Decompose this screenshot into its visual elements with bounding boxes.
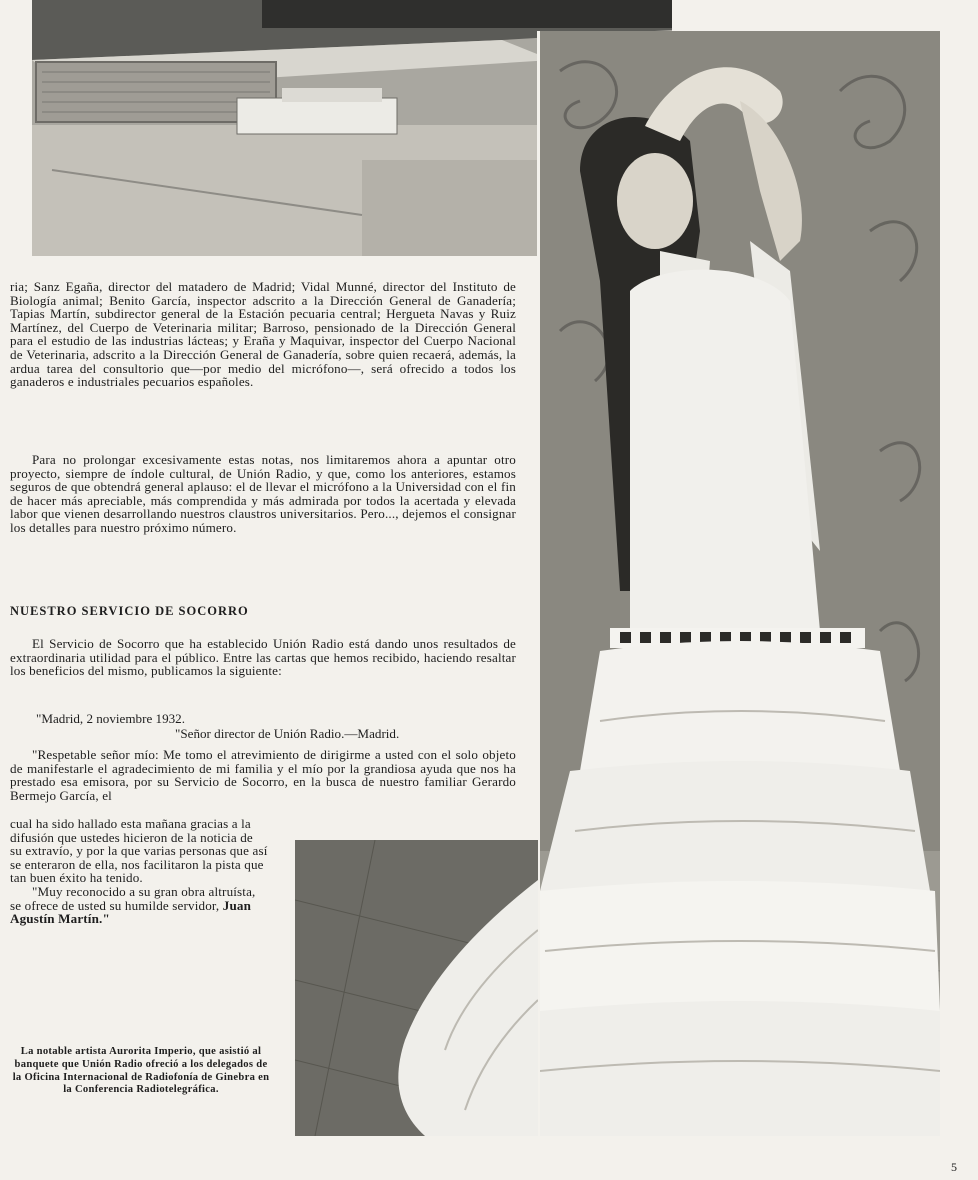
letter-signature: Juan Agustín Martín." — [10, 897, 252, 927]
article-paragraph-text: ria; Sanz Egaña, director del matadero de Madrid; Vidal Munné, director del Instituto de Biología animal; Benito García, inspector adscrito a la Dirección General de Ganadería; Tapias Martín, subdirector general de la Estación pecuaria central; Hergueta Navas y Ruiz Martínez, del Cuerpo de Veterinaria militar; Barroso, pensionado de la Dirección General para el estudio de las industrias lácteas; y Eraña y Maquivar, inspector del Cuerpo Nacional de Veterinaria, adscrito a la Dirección General de Ganadería, sobre quien recaerá, además, la ardua tarea del consultorio que—por medio del micrófono—, será ofrecido a todos los ganaderos e industriales pecuarios españoles. — [10, 279, 516, 390]
letter-body-text: "Respetable señor mío: Me tomo el atrevimiento de dirigirme a usted con el solo objeto de manifestarle el agradecimiento de mi familia y el mío por la grandiosa ayuda que nos ha prestado esa emisora, por su Servicio de Socorro, en la busca de nuestro familiar Gerardo Bermejo García, el — [10, 747, 516, 803]
letter-closing: "Muy reconocido a su gran obra altruísta, se ofrece de usted su humilde servidor, — [10, 883, 256, 913]
dancer-photo-illustration — [540, 31, 940, 1136]
letter-body-text: cual ha sido hallado esta mañana gracias a la difusión que ustedes hicieron de la noticia de su extravío, y por la que varias personas que así se enteraron de ella, nos facilitaron la pista que tan buen éxito ha tenido. — [10, 816, 268, 886]
letter-date: "Madrid, 2 noviembre 1932. — [36, 711, 185, 726]
dancer-photo — [537, 31, 940, 1136]
article-paragraph — [10, 453, 516, 535]
article-paragraph-text: El Servicio de Socorro que ha establecido Unión Radio está dando unos resultados de extraordinaria utilidad para el público. Entre las cartas que hemos recibido, haciendo resaltar los beneficios del mismo, publicamos la siguiente: — [10, 636, 516, 679]
letter-body — [10, 748, 516, 802]
article-paragraph — [10, 280, 516, 389]
letter-recipient: "Señor director de Unión Radio.—Madrid. — [175, 726, 400, 741]
page-number: 5 — [951, 1160, 957, 1174]
article-paragraph-text: Para no prolongar excesivamente estas notas, nos limitaremos ahora a apuntar otro proyecto, siempre de índole cultural, de Unión Radio, y que, como los anteriores, estamos seguros de que obtendrá general aplauso: el de llevar el micrófono a la Universidad con el fin de hacer más apreciable, más comprendida y más admirada por todos la acertada y elevada labor que vienen desarrollando nuestros claustros universitarios. Pero..., dejemos el consignar los detalles para nuestro próximo número. — [10, 452, 516, 535]
article-paragraph — [10, 637, 516, 678]
letter-body-continued — [10, 817, 268, 926]
photo-caption: La notable artista Aurorita Imperio, que asistió al banquete que Unión Radio ofreció a los delegados de la Oficina Internacional de Radiofonía de Ginebra en la Conferencia Radiotelegráfica. — [12, 1046, 270, 1096]
dancer-photo-lower — [295, 840, 538, 1136]
dancer-photo-lower-illustration — [295, 840, 538, 1136]
section-heading: NUESTRO SERVICIO DE SOCORRO — [10, 604, 249, 618]
